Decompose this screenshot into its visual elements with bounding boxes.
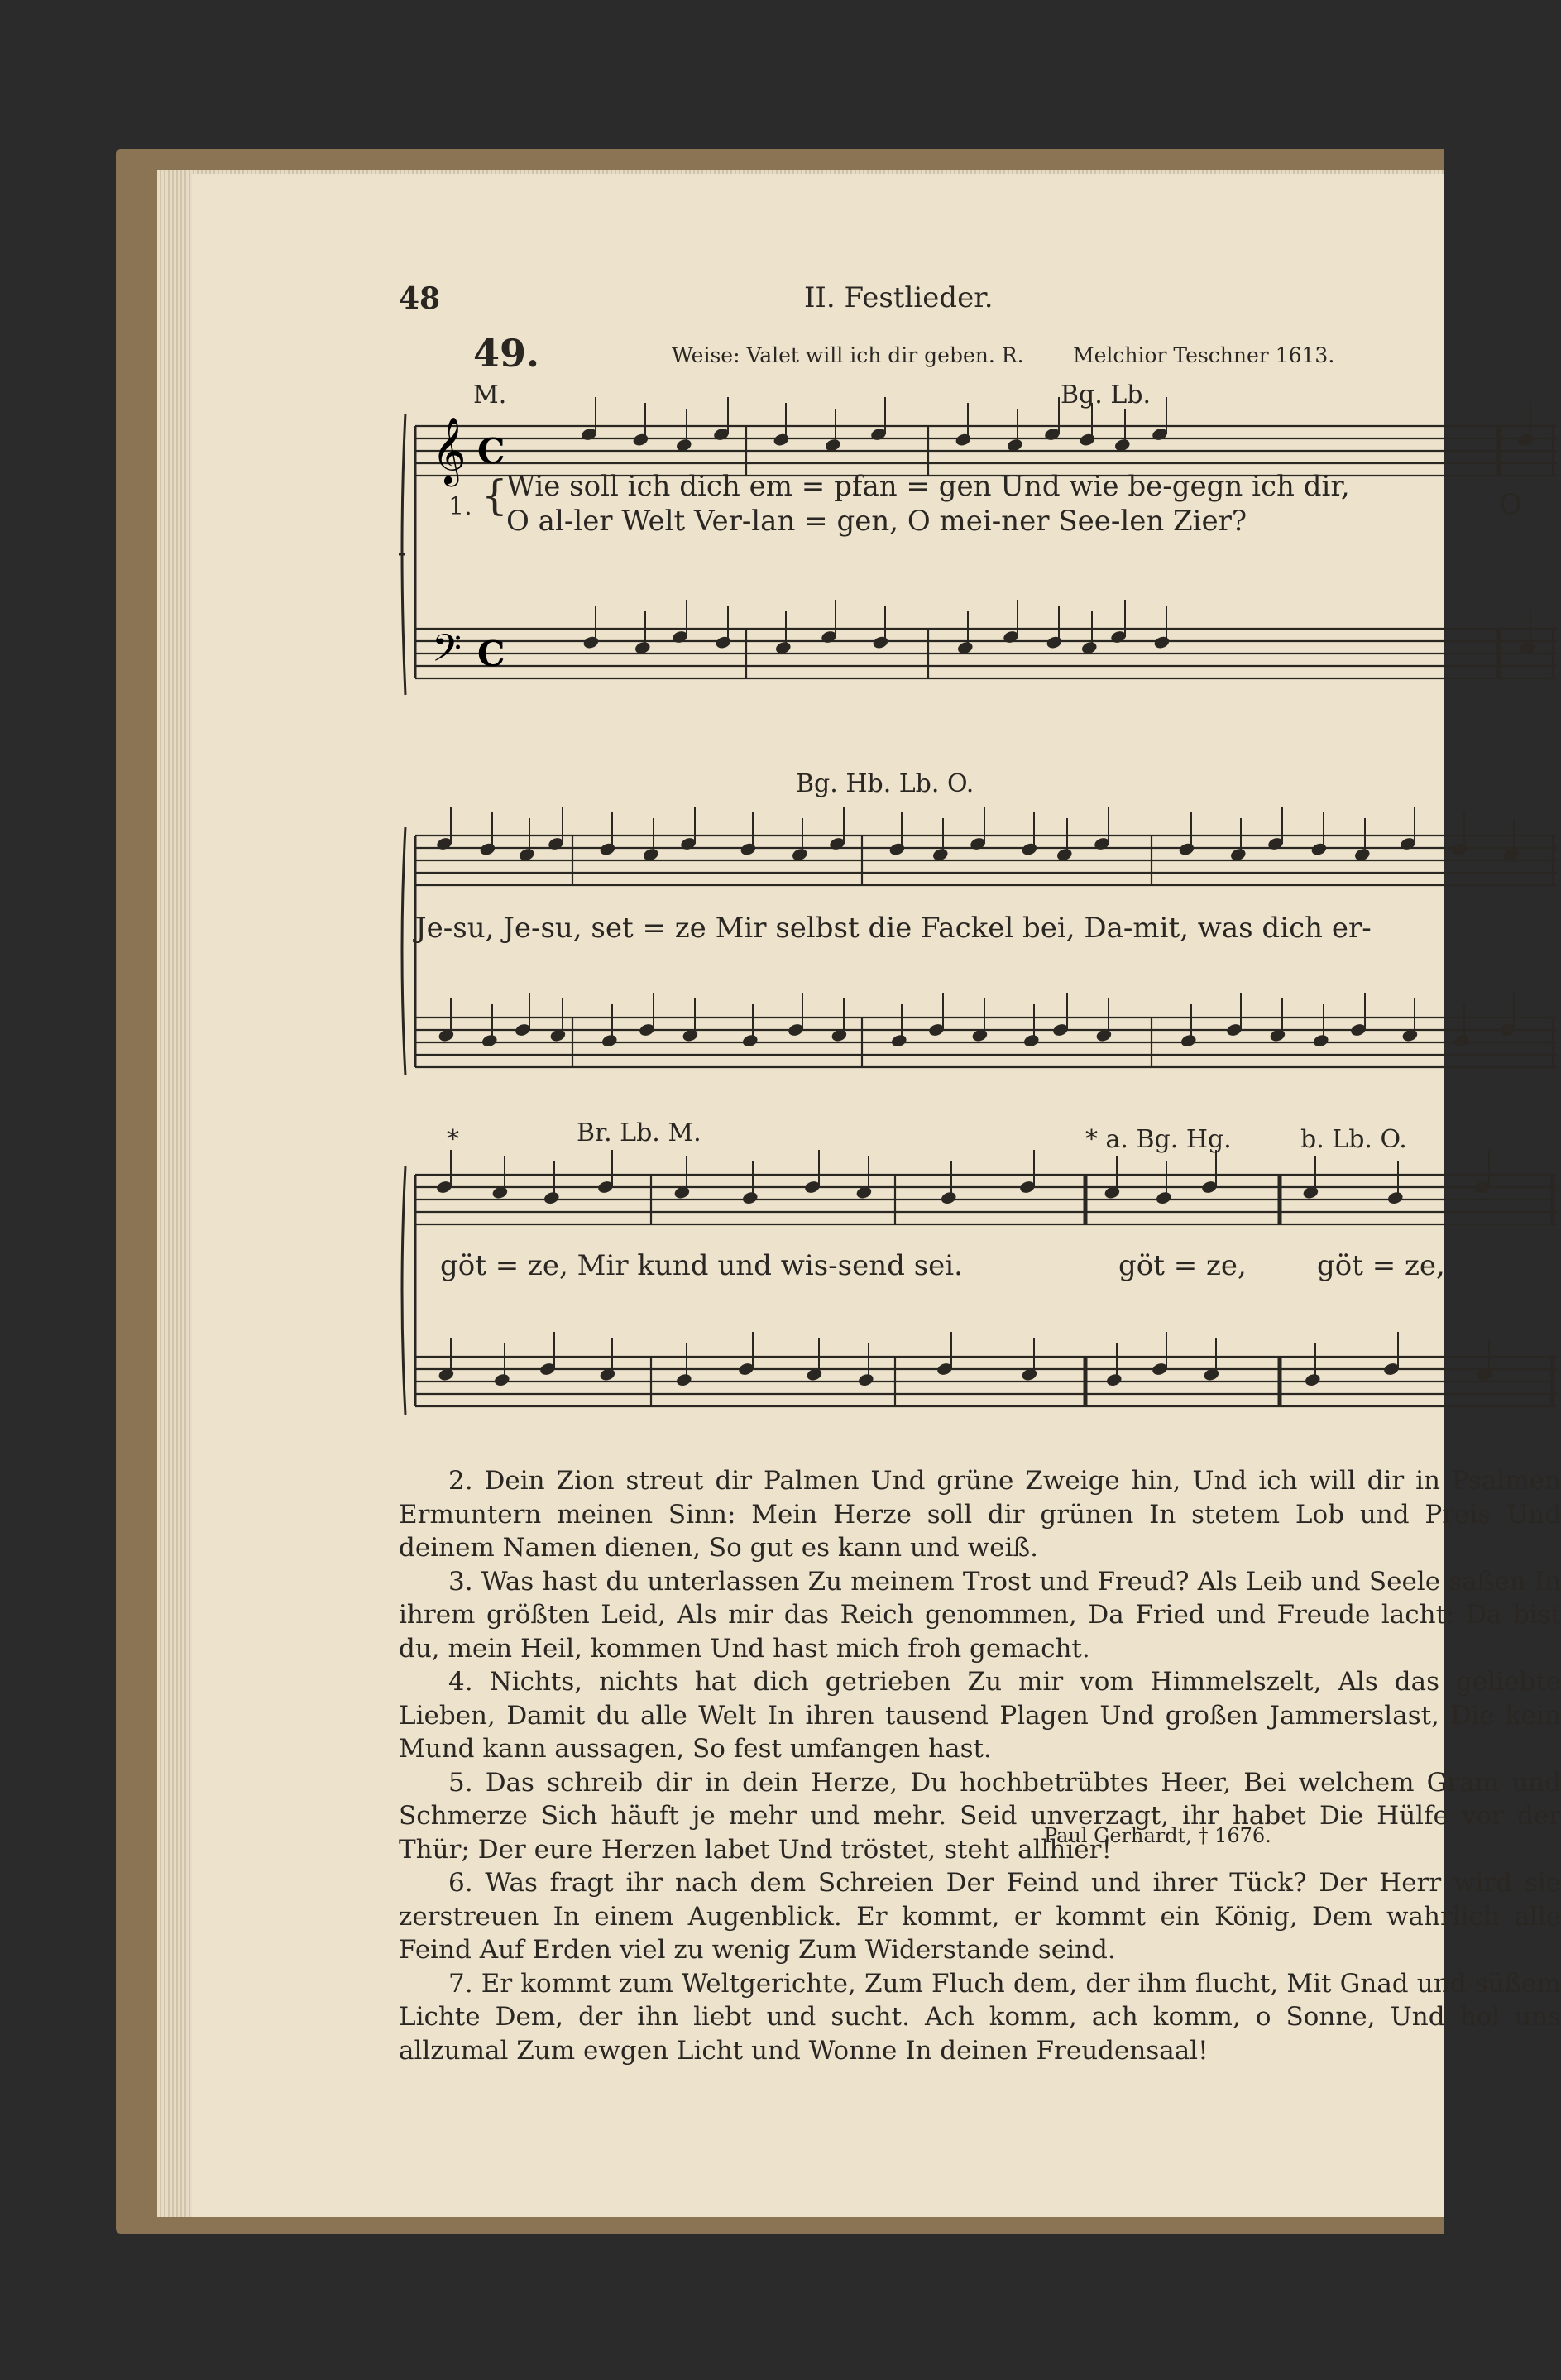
note-head [632,432,649,447]
svg-text:𝄞: 𝄞 [432,416,467,484]
verse: 4. Nichts, nichts hat dich getrieben Zu mir vom Himmelszelt, Als das geliebte Lieben, Damit du alle Welt In ihren tausend Plagen Und großen Jammerslast, Die kein Mund kann aussagen, So fest umfangen hast. [399,1667,1561,1764]
note-head [481,1033,498,1048]
page-number: 48 [399,281,441,316]
note-head [1079,432,1096,447]
note-head [599,841,616,856]
note-head [1453,1033,1470,1048]
note-head [740,841,757,856]
lyric-line: Wie soll ich dich em = pfan = gen Und wie be-gegn ich dir, [506,470,1350,503]
note-head [493,1372,510,1387]
note-head [1386,1190,1404,1205]
note-head [479,841,496,856]
note-head [872,635,889,649]
verse: 6. Was fragt ihr nach dem Schreien Der Feind und ihrer Tück? Der Herr wird sie zerstreuen In einem Augenblick. Er kommt, er kommt ein König, Dem wahrlich alle Feind Auf Erden viel zu wenig Zum Widerstande seind. [399,1868,1561,1965]
note-head [543,1190,560,1205]
verse: 5. Das schreib dir in dein Herze, Du hochbetrübtes Heer, Bei welchem Gram und Schmerze Sich häuft je mehr und mehr. Seid unverzagt, ihr habet Die Hülfe vor der Thür; Der eure Herzen labet Und tröstet, steht allhier! [399,1767,1561,1865]
variant-marker: * a. Bg. Hg. [1085,1125,1232,1154]
note-head [1180,1033,1197,1048]
svg-text:C: C [477,431,505,472]
note-head [1021,841,1038,856]
tune-reference: Weise: Valet will ich dir geben. R. [672,343,1024,367]
variant-marker: M. [473,381,507,409]
note-head [890,1033,907,1048]
note-head [1312,1033,1329,1048]
note-head [857,1372,874,1387]
composer-credit: Melchior Teschner 1613. [1073,343,1335,367]
note-head [888,841,906,856]
score-staves [399,1125,1557,1473]
variant-marker: Bg. Hb. Lb. O. [796,769,974,798]
note-head [1153,635,1171,649]
lyric-word: O [1499,488,1522,521]
note-head [1310,841,1328,856]
note-head [1451,841,1468,856]
section-title: II. Festlieder. [804,281,994,314]
hymn-number: 49. [473,331,540,376]
author-credit: Paul Gerhardt, † 1676. [1044,1824,1271,1847]
book-page [192,174,1561,2217]
variant-marker: * [447,1125,459,1154]
note-head [773,432,790,447]
note-head [1155,1190,1172,1205]
note-head [1046,635,1063,649]
note-head [1022,1033,1040,1048]
variant-marker: Bg. Lb. [1061,381,1151,409]
note-head [741,1033,759,1048]
note-head [1178,841,1195,856]
note-head [940,1190,957,1205]
music-system-3 [399,1118,1557,1473]
note-head [1517,432,1535,447]
svg-text:C: C [477,634,505,674]
svg-text:𝄢: 𝄢 [432,626,462,680]
note-head [955,432,972,447]
verse-text [399,1464,1561,2067]
verse: 7. Er kommt zum Weltgerichte, Zum Fluch dem, der ihm flucht, Mit Gnad und süßem Lichte Dem, der ihn liebt und sucht. Ach komm, ach komm, o Sonne, Und hol uns allzumal Zum ewgen Licht und Wonne In deinen Freudensaal! [399,1968,1561,2066]
note-head [741,1190,759,1205]
note-head [1105,1372,1123,1387]
verse: 2. Dein Zion streut dir Palmen Und grüne Zweige hin, Und ich will dir in Psalmen Ermuntern meinen Sinn: Mein Herze soll dir grünen In stetem Lob und Preis Und deinem Namen dienen, So gut es kann und weiß. [399,1466,1561,1563]
lyric-line: göt = ze, [1118,1249,1247,1282]
variant-marker: Br. Lb. M. [577,1118,701,1147]
note-head [601,1033,618,1048]
brace: { [481,472,508,520]
verse-number: 1. [448,492,472,521]
note-head [1304,1372,1321,1387]
note-head [675,1372,692,1387]
variant-marker: b. Lb. O. [1300,1125,1407,1154]
lyric-line: göt = ze, [1317,1249,1445,1282]
verse: 3. Was hast du unterlassen Zu meinem Trost und Freud? Als Leib und Seele saßen In ihrem größten Leid, Als mir das Reich genommen, Da Fried und Freude lacht: Da bist du, mein Heil, kommen Und hast mich froh gemacht. [399,1566,1561,1664]
music-system-2 [399,769,1557,1100]
lyric-line: Je-su, Je-su, set = ze Mir selbst die Fackel bei, Da-mit, was dich er- [415,912,1372,945]
lyric-line: O al-ler Welt Ver-lan = gen, O mei-ner See-len Zier? [506,505,1247,538]
note-head [715,635,732,649]
lyric-line: göt = ze, Mir kund und wis-send sei. [440,1249,963,1282]
note-head [582,635,600,649]
